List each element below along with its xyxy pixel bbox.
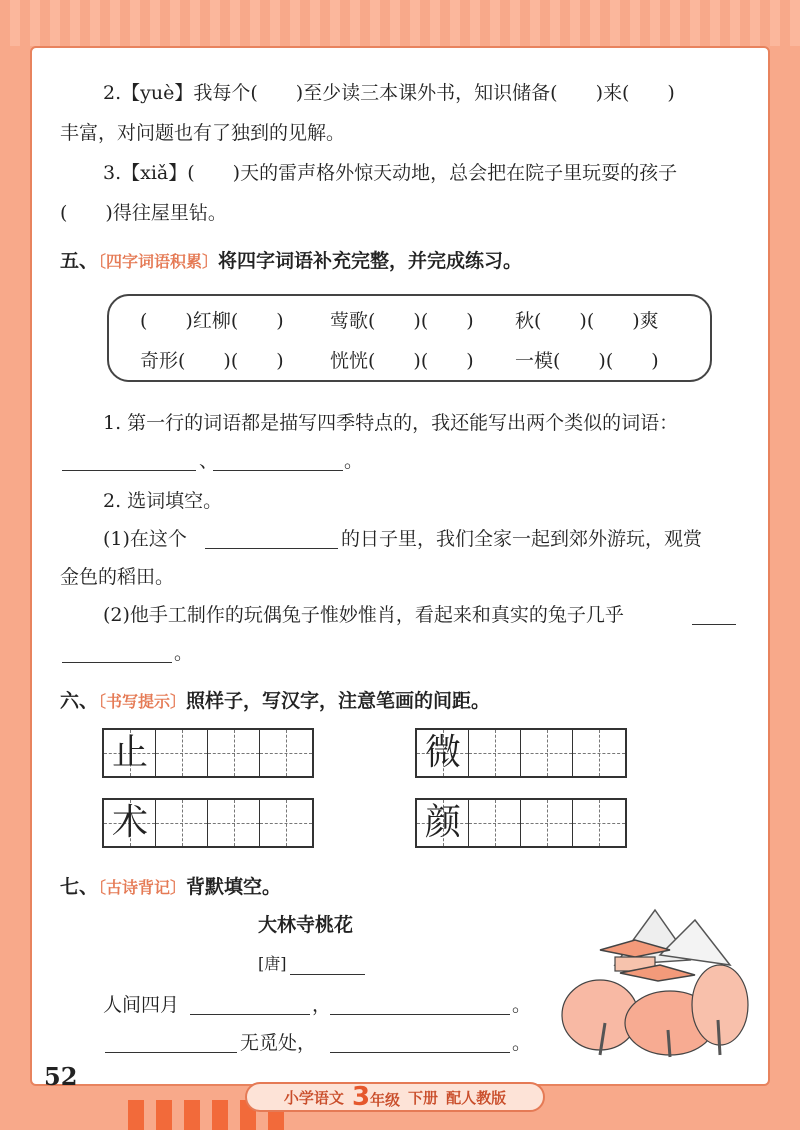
q5-sub1-sep: 、 [199,450,219,472]
q5-sub2-1a: (1)在这个 [103,528,187,550]
q5-instruction: 将四字词语补充完整，并完成练习。 [218,250,523,272]
author-line[interactable] [290,974,365,975]
answer-line[interactable] [213,470,343,471]
q5-sub2-1b: 的日子里，我们全家一起到郊外游玩，观赏 [341,528,703,550]
writing-grid[interactable] [415,798,627,848]
q5-sub2-2end: 。 [174,642,194,664]
word-row1-item3: 秋( )( )爽 [515,310,659,332]
q4-item2-line1: 2.【yuè】我每个( )至少读三本课外书，知识储备( )来( ) [103,82,675,104]
answer-line[interactable] [330,1014,510,1015]
q7-tag: 〔古诗背记〕 [98,878,187,897]
model-char: 术 [111,802,148,843]
answer-line[interactable] [62,662,172,663]
answer-line[interactable] [692,624,736,625]
poem-line1-end: 。 [512,994,532,1016]
q5-sub2-2a: (2)他手工制作的玩偶兔子惟妙惟肖，看起来和真实的兔子几乎 [103,604,624,626]
q7-instruction: 背默填空。 [186,876,282,898]
answer-line[interactable] [105,1052,237,1053]
poem-title: 大林寺桃花 [258,914,354,936]
poem-dynasty: [唐] [258,954,287,973]
model-char: 颜 [424,802,461,843]
word-row2-item2: 恍恍( )( ) [330,350,474,372]
poem-line2-mid: 无觅处， [240,1032,317,1054]
q6-heading [60,692,490,711]
model-char: 微 [424,732,461,773]
q5-sub1-end: 。 [344,450,364,472]
q4-item3-line1: 3.【xiǎ】( )天的雷声格外惊天动地，总会把在院子里玩耍的孩子 [103,162,678,184]
page-number: 52 [44,1062,78,1091]
q4-item3-line2: ( )得往屋里钻。 [60,202,227,224]
writing-grid[interactable] [102,798,314,848]
answer-line[interactable] [62,470,196,471]
q7-number: 七、 [60,876,99,898]
writing-grid[interactable] [102,728,314,778]
page-frame-top [0,0,800,46]
word-row1-item1: ( )红柳( ) [140,310,284,332]
q5-sub2: 2. 选词填空。 [103,490,223,512]
footer-volume: 下册 [408,1088,439,1107]
q6-number: 六、 [60,690,99,712]
model-char: 止 [111,732,148,773]
writing-grid[interactable] [415,728,627,778]
temple-peach-blossom-illustration [560,905,750,1060]
q5-heading [60,252,522,271]
q7-heading [60,878,281,897]
footer-grade-number: 3 [351,1082,371,1112]
q6-tag: 〔书写提示〕 [98,692,187,711]
q5-tag: 〔四字词语积累〕 [98,252,219,271]
poem-line2-end: 。 [512,1032,532,1054]
answer-line[interactable] [330,1052,510,1053]
poem-line1-sep: ， [312,994,332,1016]
answer-line[interactable] [205,548,338,549]
q5-sub2-1c: 金色的稻田。 [60,566,175,588]
q5-number: 五、 [60,250,99,272]
book-info-bar [245,1082,545,1112]
q4-item2-line2: 丰富，对问题也有了独到的见解。 [60,122,346,144]
footer-grade-word: 年级 [370,1091,401,1109]
q5-sub1: 1. 第一行的词语都是描写四季特点的，我还能写出两个类似的词语： [103,412,679,434]
word-row2-item1: 奇形( )( ) [140,350,284,372]
footer-edition: 配人教版 [446,1088,507,1107]
word-row1-item2: 莺歌( )( ) [330,310,474,332]
poem-line1-start: 人间四月 [103,994,180,1016]
q6-instruction: 照样子，写汉字，注意笔画的间距。 [186,690,491,712]
footer-subject: 小学语文 [283,1088,344,1107]
word-row2-item3: 一模( )( ) [515,350,659,372]
answer-line[interactable] [190,1014,310,1015]
